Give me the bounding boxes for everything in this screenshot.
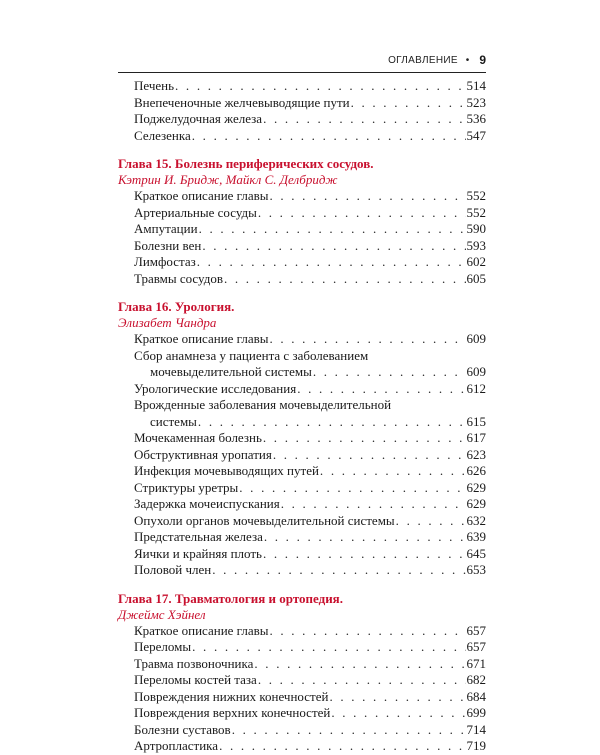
toc-entry-page: 699 — [466, 705, 486, 720]
toc-entry-title: Повреждения верхних конечностей — [134, 705, 331, 720]
toc-entry-page: 657 — [466, 639, 486, 654]
toc-leader-dots — [329, 689, 465, 706]
toc-leader-dots — [263, 430, 466, 447]
chapter-title[interactable]: Глава 16. Урология. — [118, 299, 235, 314]
toc-entry-title: Краткое описание главы — [134, 188, 269, 203]
toc-entry[interactable] — [118, 95, 486, 112]
toc-entry-title: Урологические исследования — [134, 380, 297, 396]
toc-leader-dots — [254, 656, 465, 673]
toc-entry-title: мочевыделительной системы — [150, 364, 312, 379]
toc-entry-title: Обструктивная уропатия — [134, 446, 272, 462]
chapter-title[interactable]: Глава 15. Болезнь периферических сосудов. — [118, 156, 374, 171]
toc-leader-dots — [219, 738, 465, 755]
toc-leader-dots — [269, 623, 465, 640]
toc-entry-title: Травмы сосудов — [134, 270, 223, 286]
toc-entry[interactable] — [118, 562, 486, 579]
toc-leader-dots — [264, 529, 466, 546]
toc-leader-dots — [199, 221, 466, 238]
toc-entry-page: 514 — [466, 78, 486, 93]
toc-entry-title: Внепеченочные желчевыводящие пути — [134, 94, 350, 110]
toc-entry-title: Предстательная железа — [134, 529, 263, 544]
toc-entry-title: Половой член — [134, 562, 212, 577]
toc-entry[interactable] — [118, 463, 486, 480]
toc-entry[interactable] — [118, 414, 486, 431]
toc-leader-dots — [202, 238, 465, 255]
toc-entry-page: 629 — [466, 496, 486, 511]
toc-entry[interactable] — [118, 205, 486, 222]
toc-entry-title: Болезни вен — [134, 237, 202, 253]
toc-entry-page: 632 — [466, 512, 486, 528]
toc-entry-page: 590 — [466, 221, 486, 236]
toc-entry-title: Переломы — [134, 639, 192, 654]
toc-entry-page: 714 — [466, 721, 486, 737]
toc-entry[interactable] — [118, 111, 486, 128]
toc-entry-page: 615 — [466, 413, 486, 429]
toc-entry-title: Краткое описание главы — [134, 622, 269, 638]
toc-entry[interactable] — [118, 188, 486, 205]
toc-entry-title: Травма позвоночника — [134, 655, 254, 671]
toc-entry[interactable] — [118, 381, 486, 398]
toc-entry-title: Краткое описание главы — [134, 331, 269, 346]
chapter-block — [118, 299, 486, 579]
toc-entry-page: 605 — [466, 270, 486, 286]
toc-leader-dots — [232, 722, 466, 739]
toc-entry[interactable] — [118, 672, 486, 689]
toc-leader-dots — [197, 254, 466, 271]
toc-entry-page: 609 — [466, 331, 486, 346]
chapter-authors: Элизабет Чандра — [118, 315, 217, 330]
toc-entry-page: 719 — [466, 738, 486, 753]
toc-entry-title: Лимфостаз — [134, 254, 196, 269]
toc-entry[interactable] — [118, 513, 486, 530]
toc-leader-dots — [313, 364, 466, 381]
toc-leader-dots — [263, 546, 466, 563]
toc-entry-line: Сбор анамнеза у пациента с заболеванием — [134, 347, 369, 363]
toc-entry-page: 609 — [466, 364, 486, 379]
toc-entry[interactable] — [118, 480, 486, 497]
chapter-authors: Джеймс Хэйнел — [118, 606, 206, 622]
toc-entry-page: 626 — [466, 463, 486, 478]
running-header — [118, 48, 486, 73]
toc-entry-page: 653 — [466, 562, 486, 577]
toc-entry[interactable] — [118, 254, 486, 271]
toc-entry-title: Печень — [134, 78, 175, 93]
toc-leader-dots — [396, 513, 466, 530]
toc-leader-dots — [258, 672, 466, 689]
toc-entry-page: 547 — [466, 127, 486, 143]
toc-entry-page: 536 — [466, 111, 486, 126]
toc-leader-dots — [224, 271, 466, 288]
toc-entry-title: Ампутации — [134, 221, 198, 236]
toc-entry[interactable] — [118, 496, 486, 513]
toc-leader-dots — [258, 205, 466, 222]
toc-entry[interactable] — [118, 722, 486, 739]
toc-entry[interactable] — [118, 623, 486, 640]
chapter-authors: Кэтрин И. Бридж, Майкл С. Делбридж — [118, 172, 338, 187]
toc-entry-page: 617 — [466, 430, 486, 445]
toc-entry-page: 639 — [466, 529, 486, 544]
toc-entry-title: Задержка мочеиспускания — [134, 496, 280, 511]
toc-entry-title: Переломы костей таза — [134, 672, 257, 687]
toc-entry-title: системы — [150, 413, 197, 429]
toc-entry-page: 602 — [466, 254, 486, 269]
toc-entry-title: Опухоли органов мочевыделительной системы — [134, 512, 395, 528]
toc-leader-dots — [192, 128, 466, 145]
toc-entry[interactable] — [118, 656, 486, 673]
toc-entry-page: 523 — [466, 94, 486, 110]
toc-leader-dots — [198, 414, 466, 431]
toc-entry-line: Врожденные заболевания мочевыделительной — [134, 397, 392, 412]
toc-entry-title: Повреждения нижних конечностей — [134, 688, 329, 704]
header-bullet: • — [465, 54, 470, 66]
toc-leader-dots — [239, 480, 465, 497]
prev-chapter-entries — [118, 78, 486, 144]
toc-leader-dots — [192, 639, 465, 656]
chapter-block — [118, 591, 486, 755]
chapter-block — [118, 156, 486, 287]
toc-entry-page: 612 — [466, 380, 486, 396]
toc-entry-title: Стриктуры уретры — [134, 479, 239, 495]
toc-content — [118, 78, 486, 755]
toc-entry-title: Поджелудочная железа — [134, 111, 263, 126]
toc-entry[interactable] — [118, 331, 486, 348]
toc-entry-title: Артериальные сосуды — [134, 204, 257, 220]
toc-entry-page: 671 — [466, 655, 486, 671]
toc-entry-title: Болезни суставов — [134, 721, 231, 737]
toc-entry-title: Яички и крайняя плоть — [134, 545, 262, 561]
toc-leader-dots — [281, 496, 466, 513]
toc-entry-page: 623 — [466, 446, 486, 462]
toc-entry-page: 552 — [466, 204, 486, 220]
toc-entry[interactable] — [118, 364, 486, 381]
page-number: 9 — [479, 53, 486, 67]
toc-entry[interactable] — [118, 238, 486, 255]
toc-entry-page: 657 — [466, 622, 486, 638]
running-title: ОГЛАВЛЕНИЕ — [388, 54, 458, 66]
toc-entry[interactable] — [118, 689, 486, 706]
toc-entry[interactable] — [118, 738, 486, 755]
toc-entry[interactable] — [118, 447, 486, 464]
toc-leader-dots — [297, 381, 465, 398]
toc-leader-dots — [269, 188, 465, 205]
toc-entry-page: 682 — [466, 672, 486, 687]
toc-entry-title: Селезенка — [134, 127, 191, 143]
toc-leader-dots — [263, 111, 465, 128]
toc-entry-title: Мочекаменная болезнь — [134, 430, 262, 445]
toc-entry-page: 593 — [466, 237, 486, 253]
toc-leader-dots — [320, 463, 466, 480]
toc-entry-page: 645 — [466, 545, 486, 561]
toc-leader-dots — [269, 331, 465, 348]
toc-entry-title: Инфекция мочевыводящих путей — [134, 463, 319, 478]
toc-leader-dots — [212, 562, 465, 579]
toc-entry-page: 629 — [466, 479, 486, 495]
toc-leader-dots — [331, 705, 465, 722]
toc-leader-dots — [175, 78, 465, 95]
toc-entry[interactable] — [118, 639, 486, 656]
toc-entry-title: Артропластика — [134, 738, 219, 753]
toc-leader-dots — [351, 95, 466, 112]
toc-entry-page: 552 — [466, 188, 486, 203]
toc-entry[interactable] — [118, 546, 486, 563]
toc-entry[interactable] — [118, 78, 486, 95]
toc-entry[interactable] — [118, 221, 486, 238]
toc-entry[interactable] — [118, 128, 486, 145]
toc-entry[interactable] — [118, 430, 486, 447]
chapter-title[interactable]: Глава 17. Травматология и ортопедия. — [118, 590, 343, 606]
toc-entry[interactable] — [118, 705, 486, 722]
toc-entry-page: 684 — [466, 688, 486, 704]
toc-entry[interactable] — [118, 271, 486, 288]
toc-leader-dots — [273, 447, 466, 464]
toc-entry[interactable] — [118, 529, 486, 546]
